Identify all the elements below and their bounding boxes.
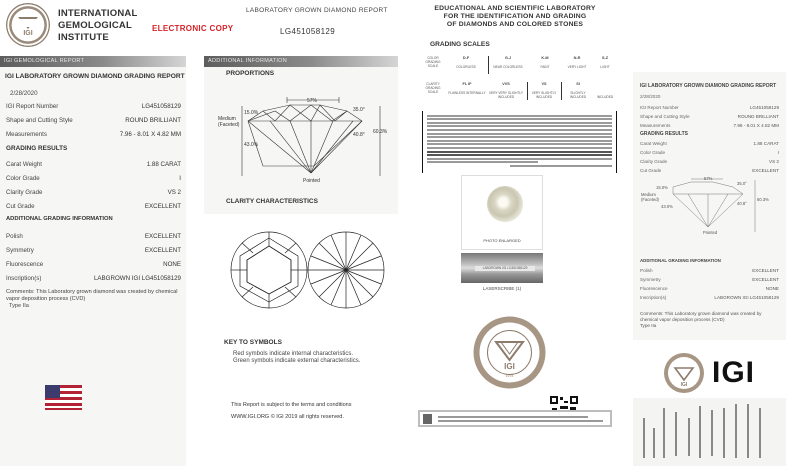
girdle-label: Medium	[641, 192, 656, 197]
row-label: Shape and Cutting Style	[6, 117, 73, 124]
scale-cell	[594, 56, 616, 69]
row-value: I	[179, 175, 181, 182]
row-value: 7.96 - 8.01 X 4.82 MM	[733, 123, 779, 128]
grading-report-panel	[0, 56, 186, 466]
row-label: Clarity Grade	[640, 159, 668, 164]
igi-seal-large-icon	[472, 315, 547, 390]
inscription-image-text: LABGROWN IGI LG451058129	[475, 266, 535, 271]
scale-cell	[490, 56, 526, 69]
inscription-caption: LASERSCRIBE (1)	[482, 286, 522, 291]
report-title: LABORATORY GROWN DIAMOND REPORT	[246, 7, 388, 14]
copyright-text: WWW.IGI.ORG © IGI 2019 all rights reserved.	[231, 414, 344, 420]
crown-angle: 35.0°	[737, 181, 747, 186]
scale-label-line: GRADING	[425, 86, 441, 90]
girdle-label-2: (Faceted)	[641, 197, 659, 202]
row-label: Shape and Cutting Style	[640, 114, 690, 119]
row-label: Carat Weight	[6, 161, 42, 168]
org-name-line: INTERNATIONAL	[58, 8, 138, 19]
scale-label-line: SCALE	[427, 64, 439, 68]
row-fluorescence	[6, 260, 181, 270]
comments-text: Comments: This Laboratory grown diamond was created by chemical vapor deposition process (CVD)	[6, 289, 178, 302]
proportions-diagram	[215, 96, 395, 186]
terms-text: This Report is subject to the terms and conditions	[231, 402, 352, 408]
row-label: Cut Grade	[640, 168, 662, 173]
row-polish	[6, 232, 181, 242]
row-value: EXCELLENT	[752, 268, 779, 273]
row-label: Inscription(s)	[640, 295, 667, 300]
row-label: Carat Weight	[640, 141, 667, 146]
row-value: EXCELLENT	[144, 203, 181, 210]
row-label: Color Grade	[640, 150, 666, 155]
row-value: EXCELLENT	[752, 277, 779, 282]
row-value: EXCELLENT	[144, 247, 181, 254]
comments-type: Type IIa	[9, 303, 29, 309]
summary-date	[640, 93, 779, 101]
grade-desc: VERY SLIGHTLY INCLUDED	[531, 91, 557, 99]
row-value: LABGROWN IGI LG451058129	[93, 275, 181, 282]
grade: G-J	[504, 56, 512, 60]
row-label: Fluorescence	[640, 286, 668, 291]
color-grading-scale	[422, 56, 617, 76]
grade-desc: VERY LIGHT	[567, 65, 587, 69]
summary-row	[640, 104, 779, 112]
summary-row	[640, 149, 779, 157]
lab-heading-line: EDUCATIONAL AND SCIENTIFIC LABORATORY	[434, 5, 596, 12]
row-color-grade	[6, 174, 181, 184]
comments-type: Type IIa	[640, 323, 657, 328]
pavilion-angle: 40.8°	[353, 132, 365, 138]
key-external: Green symbols indicate external characteristics.	[233, 358, 361, 364]
pavilion-angle: 40.8°	[737, 201, 747, 206]
rotated-text-block	[633, 398, 786, 466]
seal-igi-text: IGI	[504, 362, 515, 371]
grade: SI	[576, 82, 580, 86]
grade-desc: FLAWLESS INTERNALLY	[448, 91, 486, 95]
clarity-grading-scale	[422, 82, 617, 102]
row-value: LG451058129	[749, 105, 779, 110]
grade: D-F	[462, 56, 470, 60]
row-value: ROUND BRILLIANT	[737, 114, 779, 119]
total-depth: 60.3%	[757, 197, 769, 202]
summary-proportions-diagram	[633, 177, 786, 237]
key-to-symbols-heading: KEY TO SYMBOLS	[224, 339, 282, 346]
crown-angle: 35.0°	[353, 107, 365, 113]
scale-cell	[594, 90, 616, 99]
comments	[6, 289, 181, 310]
row-value: ROUND BRILLIANT	[125, 117, 181, 124]
row-label: Color Grade	[6, 175, 40, 182]
row-measurements	[6, 130, 181, 140]
grade: S-Z	[601, 56, 609, 60]
diamond-photo-frame	[461, 175, 543, 250]
grade-desc: FAINT	[540, 65, 550, 69]
row-label: Measurements	[640, 123, 671, 128]
scale-cell	[448, 82, 486, 95]
scale-cell	[530, 56, 560, 69]
summary-row	[640, 158, 779, 166]
scale-label	[422, 56, 444, 68]
organization-name	[58, 8, 137, 44]
grading-scales-heading: GRADING SCALES	[430, 41, 490, 48]
row-label: Symmetry	[640, 277, 661, 282]
row-label: Fluorescence	[6, 261, 44, 268]
summary-row	[640, 140, 779, 148]
row-value: VS 2	[769, 159, 779, 164]
summary-row	[640, 167, 779, 175]
summary-report-panel	[633, 72, 786, 340]
legal-disclaimer-block	[422, 111, 617, 173]
row-label: Polish	[640, 268, 653, 273]
total-depth: 60.3%	[373, 129, 388, 135]
summary-additional-heading: ADDITIONAL GRADING INFORMATION	[640, 258, 721, 263]
seal-text: IGI	[23, 30, 33, 37]
grade-desc: NEAR COLORLESS	[493, 65, 523, 69]
row-label: Measurements	[6, 131, 47, 138]
row-label: Cut Grade	[6, 203, 35, 210]
report-heading: IGI LABORATORY GROWN DIAMOND GRADING REPORT	[5, 73, 185, 80]
seal-igi-text: IGI	[680, 382, 688, 388]
row-report-number	[6, 102, 181, 112]
photo-caption: PHOTO ENLARGED	[483, 238, 521, 243]
comments-text: Comments: This Laboratory grown diamond was created by chemical vapor deposition process (CVD)	[640, 311, 762, 322]
panel-header-bar: ADDITIONAL INFORMATION	[204, 56, 398, 67]
org-name-line: GEMOLOGICAL	[58, 20, 132, 31]
diamond-photo	[487, 186, 523, 222]
row-label: Symmetry	[6, 247, 34, 254]
grade: FL IF	[462, 82, 472, 86]
summary-heading: IGI LABORATORY GROWN DIAMOND GRADING REPORT	[640, 83, 777, 89]
table-percent: 57%	[704, 177, 713, 181]
row-inscription	[6, 274, 181, 284]
summary-row	[640, 113, 779, 121]
crown-height: 15.0%	[244, 110, 259, 116]
grading-results-heading: GRADING RESULTS	[6, 145, 68, 152]
diamond-icon	[18, 17, 38, 29]
panel-header-bar: IGI GEMOLOGICAL REPORT	[0, 56, 186, 67]
grade-desc: COLORLESS	[456, 65, 476, 69]
scale-cell	[563, 82, 593, 99]
scale-cell	[562, 56, 592, 69]
electronic-copy-label: ELECTRONIC COPY	[152, 24, 234, 33]
scale-cell	[488, 82, 524, 99]
summary-row	[640, 285, 779, 293]
summary-row	[640, 294, 779, 302]
report-number: LG451058129	[280, 27, 336, 36]
igi-seal-small-icon	[663, 352, 705, 394]
grade-desc: LIGHT	[600, 65, 610, 69]
scale-label-line: GRADING	[425, 60, 441, 64]
summary-row	[640, 122, 779, 130]
scale-label-line: SCALE	[427, 90, 439, 94]
row-value: I	[777, 150, 779, 155]
grade-desc: VERY VERY SLIGHTLY INCLUDED	[488, 91, 524, 99]
row-symmetry	[6, 246, 181, 256]
report-date	[6, 89, 181, 99]
us-flag-icon	[45, 385, 82, 410]
culet-label: Pointed	[303, 178, 320, 184]
clarity-plot-diagram	[228, 228, 388, 318]
girdle-label: Medium	[218, 116, 236, 122]
scale-cell	[529, 82, 559, 99]
pavilion-depth: 43.0%	[661, 204, 673, 209]
scale-divider	[527, 82, 528, 100]
crown-height: 15.0%	[656, 185, 668, 190]
igi-seal-logo	[6, 3, 50, 47]
grade: K-M	[541, 56, 549, 60]
scale-label	[422, 82, 444, 94]
row-label: IGI Report Number	[640, 105, 679, 110]
row-value: NONE	[765, 286, 779, 291]
row-label: IGI Report Number	[6, 103, 59, 110]
summary-comments	[640, 311, 780, 329]
proportions-heading: PROPORTIONS	[226, 70, 275, 77]
culet-label: Pointed	[703, 230, 718, 235]
row-label: Clarity Grade	[6, 189, 43, 196]
additional-info-heading: ADDITIONAL GRADING INFORMATION	[6, 216, 113, 222]
scale-divider	[561, 82, 562, 100]
summary-row	[640, 276, 779, 284]
org-name-line: INSTITUTE	[58, 32, 109, 43]
row-carat-weight	[6, 160, 181, 170]
summary-row	[640, 267, 779, 275]
pavilion-depth: 43.0%	[244, 142, 259, 148]
grade: N-R	[573, 56, 581, 60]
row-value: EXCELLENT	[752, 168, 779, 173]
row-label: Inscription(s)	[6, 275, 42, 282]
row-clarity-grade	[6, 188, 181, 198]
lab-heading-line: FOR THE IDENTIFICATION AND GRADING	[443, 13, 587, 20]
security-icon	[423, 414, 432, 424]
table-percent: 57%	[307, 98, 318, 104]
date-value: 2/28/2020	[640, 94, 661, 99]
row-value: VS 2	[167, 189, 181, 196]
grade: VS	[541, 82, 547, 86]
scale-divider	[488, 56, 489, 74]
inscription-image	[461, 253, 543, 283]
key-internal: Red symbols indicate internal characteristics.	[233, 351, 354, 357]
security-strip	[418, 410, 612, 427]
grade: VVS	[502, 82, 510, 86]
clarity-heading: CLARITY CHARACTERISTICS	[226, 198, 318, 205]
row-label: Polish	[6, 233, 23, 240]
row-value: 1.88 CARAT	[753, 141, 779, 146]
lab-heading	[410, 5, 620, 29]
grade-desc: INCLUDED	[596, 95, 614, 99]
row-value: NONE	[163, 261, 181, 268]
grade-desc: SLIGHTLY INCLUDED	[569, 91, 587, 99]
girdle-label-2: (Faceted)	[218, 122, 240, 128]
row-value: 7.96 - 8.01 X 4.82 MM	[119, 131, 181, 138]
scale-label-line: CLARITY	[426, 82, 440, 86]
igi-brand-wordmark: IGI	[712, 356, 756, 389]
row-value: LABGROWN IGI LG451058129	[714, 295, 779, 300]
row-shape	[6, 116, 181, 126]
scale-cell	[448, 56, 484, 69]
row-value: 1.88 CARAT	[146, 161, 181, 168]
row-value: EXCELLENT	[144, 233, 181, 240]
lab-heading-line: OF DIAMONDS AND COLORED STONES	[446, 21, 584, 28]
row-value: LG451058129	[141, 103, 181, 110]
summary-grading-results-heading: GRADING RESULTS	[640, 131, 688, 137]
seal-year: 1975	[505, 374, 514, 378]
scale-label-line: COLOR	[427, 56, 439, 60]
row-cut-grade	[6, 202, 181, 212]
date-value: 2/28/2020	[10, 90, 38, 97]
